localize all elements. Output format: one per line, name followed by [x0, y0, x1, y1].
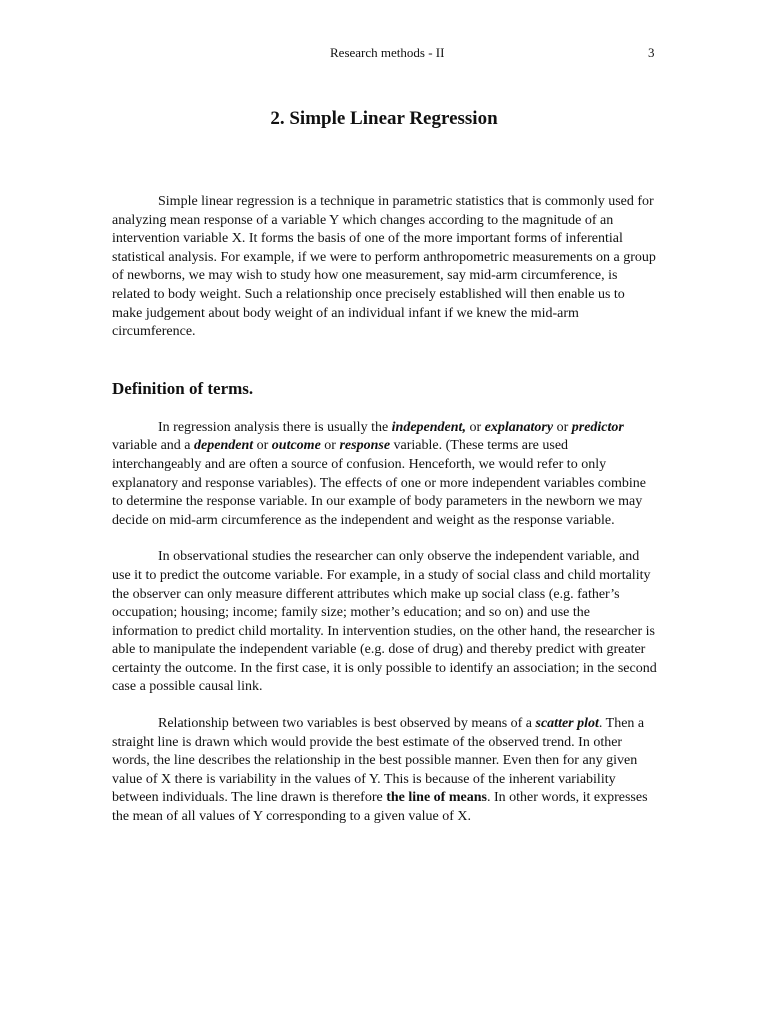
text-run: or	[553, 419, 572, 435]
section-title: 2. Simple Linear Regression	[270, 108, 498, 129]
term-outcome: outcome	[271, 438, 321, 454]
running-title: Research methods - II	[330, 45, 445, 60]
text-run: Relationship between two variables is best observed by means of a	[158, 716, 536, 732]
text-run: or	[253, 438, 272, 454]
text-run: . Then a straight line is drawn which would provide the best estimate of the observed trend. In other words, the line describes the relationship in the best possible manner. Even then for any given value of X there is variability in the values of Y. This is because of the inherent variability between individuals. The line drawn is therefore	[112, 716, 645, 806]
term-scatter-plot: scatter plot	[535, 716, 599, 732]
term-explanatory: explanatory	[484, 419, 554, 435]
page-number: 3	[648, 45, 655, 60]
intro-paragraph: Simple linear regression is a technique in parametric statistics that is commonly used for analyzing mean response of a variable Y which changes according to the magnitude of an intervention variable X. It forms the basis of one of the more important forms of inferential statistical analysis. For example, if we were to perform anthropometric measurements on a group of newborns, we may wish to study how one measurement, say mid-arm circumference, is related to body weight. Such a relationship once precisely established will then enable us to make judgement about body weight of an individual infant if we knew the mid-arm circumference.	[112, 194, 656, 340]
term-dependent: dependent	[194, 438, 254, 454]
term-independent: independent,	[391, 419, 466, 435]
text-run: or	[320, 438, 340, 454]
text-run: variable and a	[112, 438, 195, 454]
term-response: response	[339, 438, 391, 454]
scatter-paragraph	[112, 715, 658, 827]
text-run: . In other words, it expresses the mean of all values of Y corresponding to a given value of X.	[112, 790, 648, 825]
definitions-heading: Definition of terms.	[112, 378, 254, 398]
terms-paragraph	[112, 419, 658, 531]
text-run: variable. (These terms are used interchangeably and are often a source of confusion. Henceforth, we would refer to only explanatory and response variables). The effects of one or more independent variables combine to determine the response variable. In our example of body parameters in the newborn we may decide on mid-arm circumference as the independent and weight as the response variable.	[112, 438, 647, 528]
term-line-of-means: the line of means	[386, 790, 487, 806]
text-run: In regression analysis there is usually the	[158, 419, 392, 435]
term-predictor: predictor	[571, 419, 624, 435]
text-run: or	[465, 419, 485, 435]
page-body	[112, 193, 658, 827]
observational-paragraph: In observational studies the researcher can only observe the independent variable, and use it to predict the outcome variable. For example, in a study of social class and child mortality the observer can only measure different attributes which make up social class (e.g. father’s occupation; housing; income; family size; mother’s education; and so on) and use the information to predict child mortality. In intervention studies, on the other hand, the researcher is able to manipulate the independent variable (e.g. dose of drug) and thereby predict with greater certainty the outcome. In the first case, it is only possible to identify an association; in the second case a possible causal link.	[112, 549, 657, 695]
